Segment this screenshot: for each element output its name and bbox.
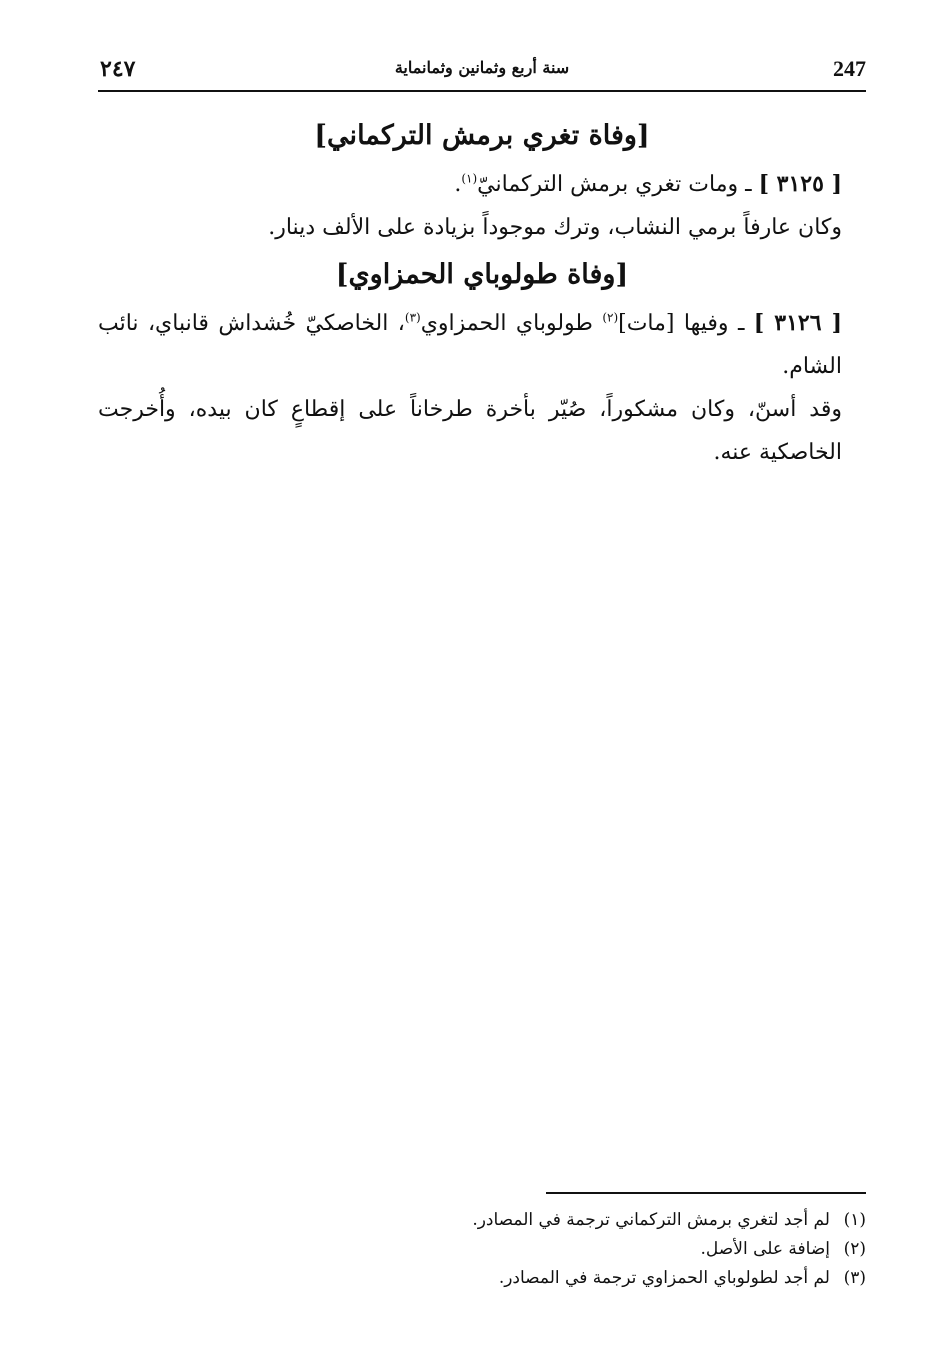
entry-number: [ ٣١٢٥ ] bbox=[758, 171, 842, 197]
main-text bbox=[98, 110, 866, 474]
entry-text: ومات تغري برمش التركمانيّ bbox=[477, 172, 739, 197]
footnote-2 bbox=[200, 1235, 866, 1264]
entry-paragraph: وكان عارفاً برمي النشاب، وترك موجوداً بزيادة على الألف دينار. bbox=[268, 215, 842, 240]
footnote-text: إضافة على الأصل. bbox=[700, 1239, 830, 1259]
entry-text-c: ، الخاصكيّ خُشداش قانباي، نائب الشام. bbox=[98, 311, 842, 379]
section-title-1: [وفاة تغري برمش التركماني] bbox=[314, 120, 650, 151]
entry-number: [ ٣١٢٦ ] bbox=[753, 310, 843, 336]
footnote-text: لم أجد لتغري برمش التركماني ترجمة في المصادر. bbox=[472, 1210, 830, 1230]
footnote-3 bbox=[200, 1264, 866, 1293]
entry-paragraph: وقد أسنّ، وكان مشكوراً، صُيّر بأخرة طرخاناً على إقطاعٍ كان بيده، وأُخرجت الخاصكية عنه. bbox=[98, 397, 842, 465]
footnote-number: (١) bbox=[843, 1210, 866, 1230]
page-number-latin: 247 bbox=[833, 56, 866, 81]
entry-text-b: طولوباي الحمزاوي bbox=[420, 311, 603, 336]
section-title-2: [وفاة طولوباي الحمزاوي] bbox=[335, 259, 629, 290]
page-header bbox=[98, 52, 866, 92]
footnotes bbox=[200, 1206, 866, 1293]
entry-first-line bbox=[98, 302, 866, 388]
footnote-number: (٣) bbox=[843, 1268, 866, 1288]
running-title: سنة أربع وثمانين وثمانماية bbox=[394, 58, 570, 77]
footnote-ref-2[interactable]: (٢) bbox=[602, 310, 619, 325]
footnote-ref-1[interactable]: (١) bbox=[461, 171, 478, 186]
entry-first-line bbox=[98, 163, 866, 206]
entry-dash: ـ bbox=[737, 311, 745, 336]
page-number-arabic: ٢٤٧ bbox=[100, 56, 136, 82]
entry-3125 bbox=[98, 163, 866, 249]
footnote-ref-3[interactable]: (٣) bbox=[404, 310, 421, 325]
footnote-separator bbox=[546, 1192, 866, 1194]
footnote-1 bbox=[200, 1206, 866, 1235]
entry-dash: ـ bbox=[745, 172, 752, 197]
footnote-number: (٢) bbox=[843, 1239, 866, 1259]
entry-end: . bbox=[454, 172, 462, 197]
footnote-text: لم أجد لطولوباي الحمزاوي ترجمة في المصادر. bbox=[498, 1268, 830, 1288]
entry-3126 bbox=[98, 302, 866, 474]
entry-text-a: وفيها [مات] bbox=[618, 311, 729, 336]
